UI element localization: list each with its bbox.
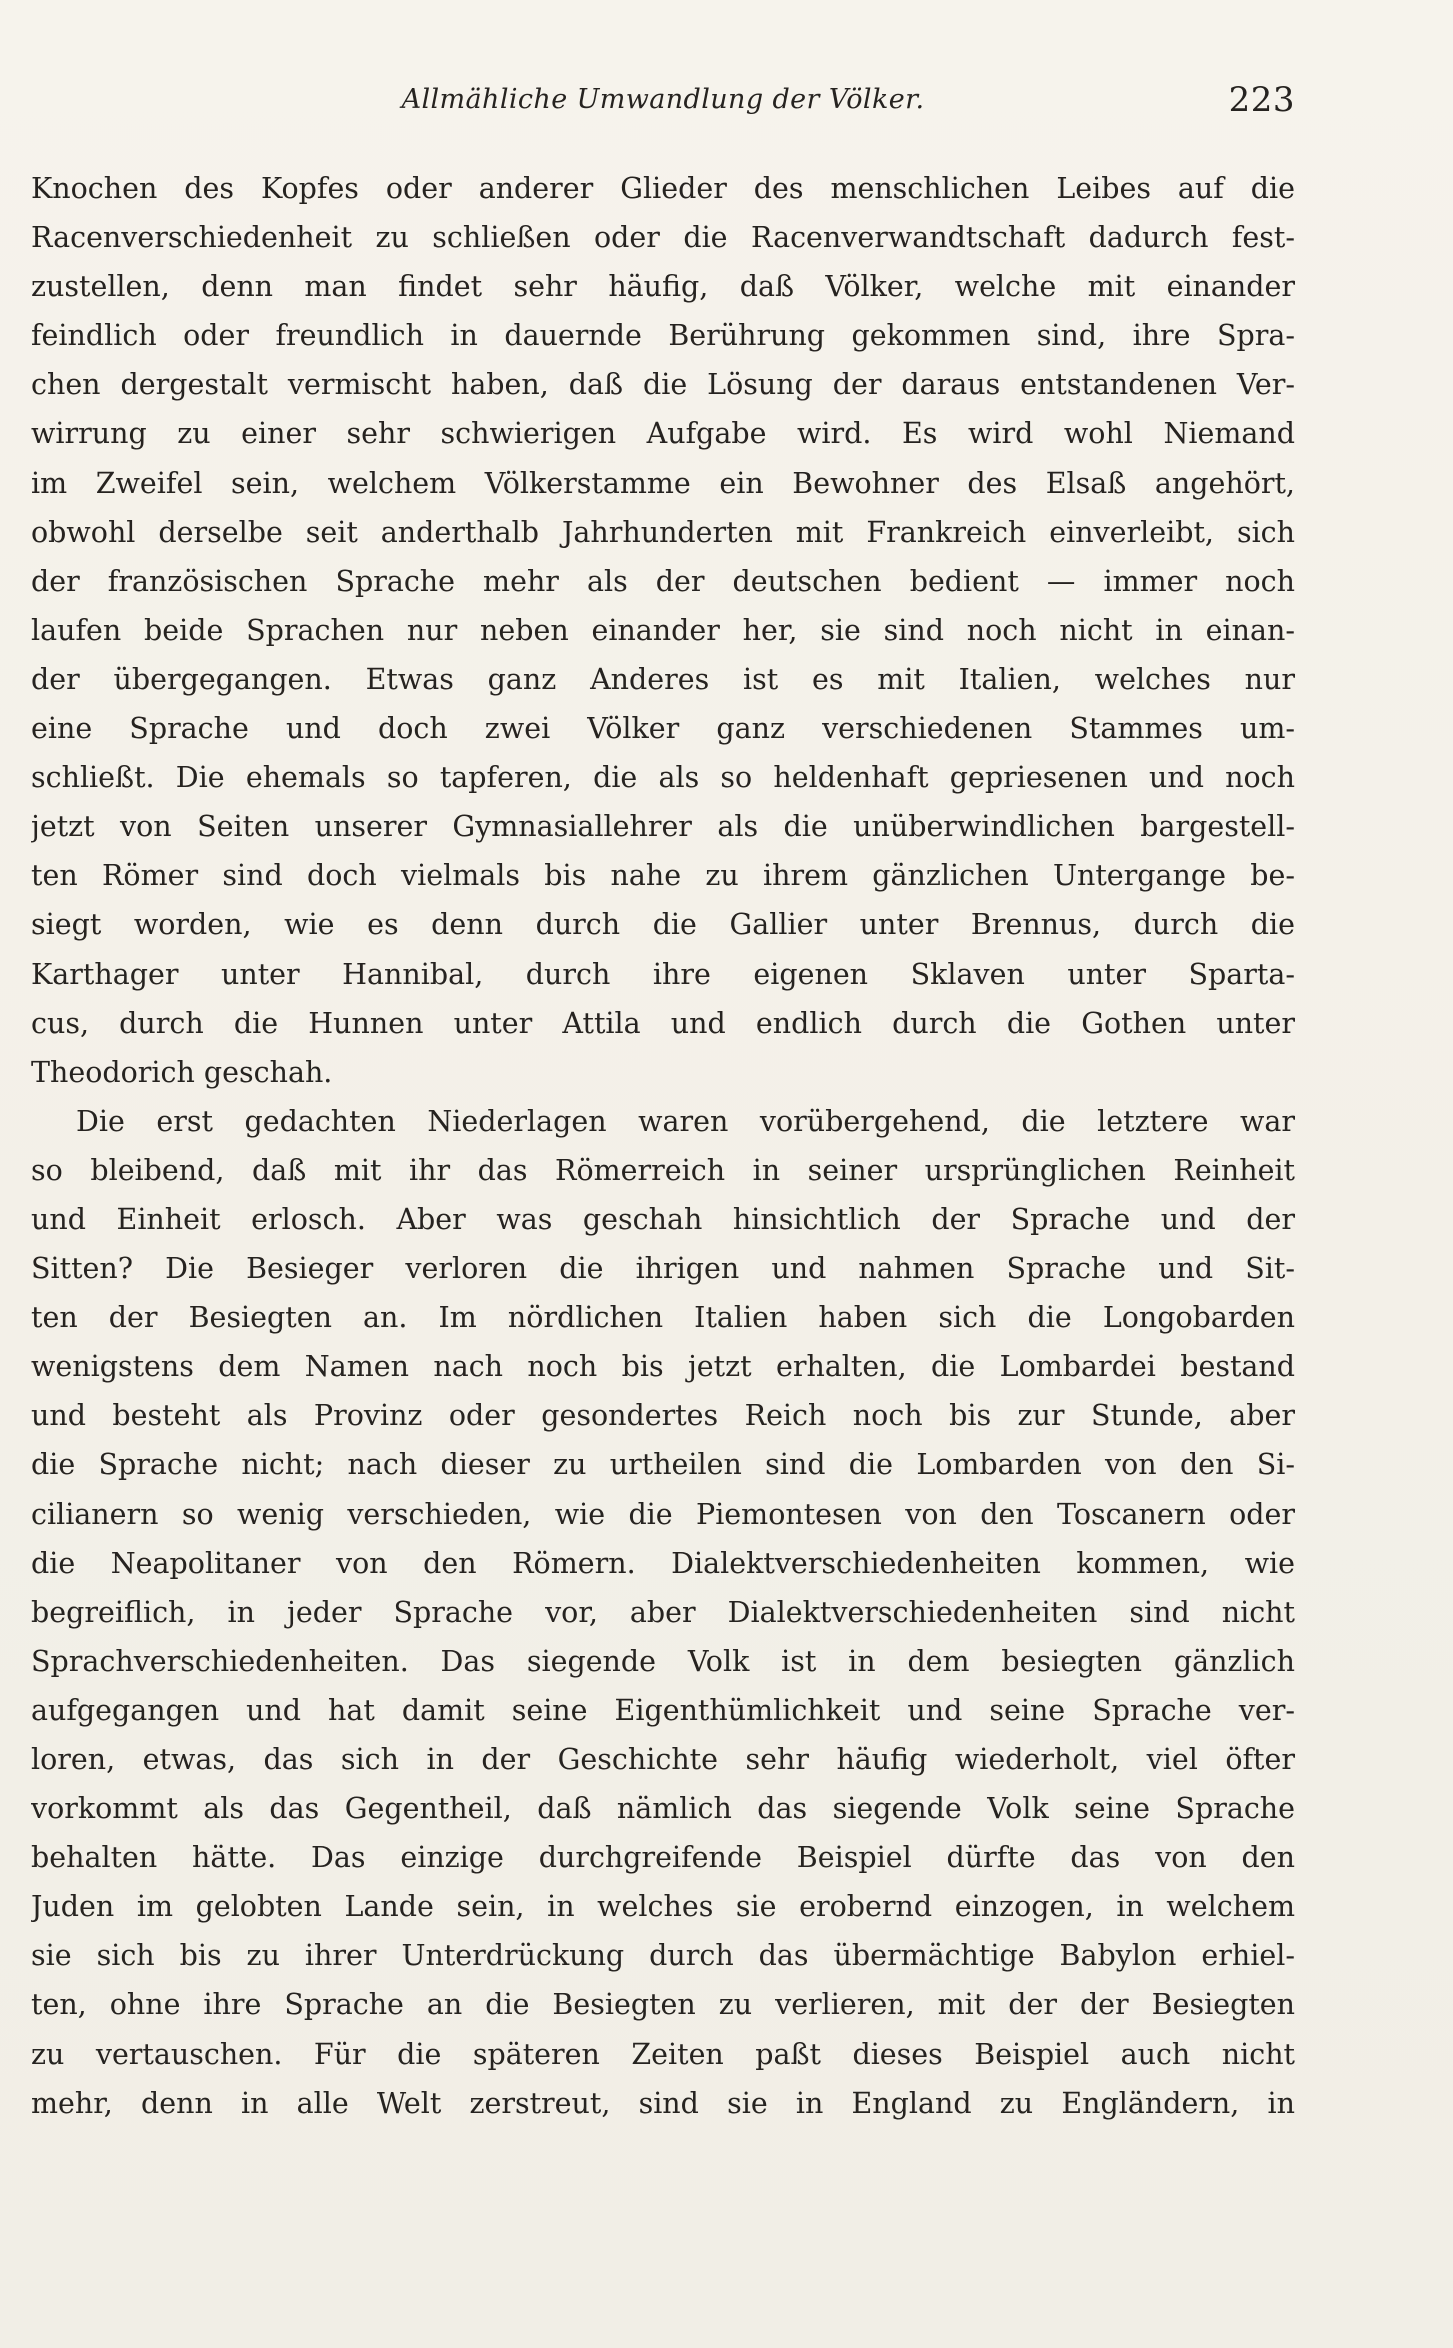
text-line: vorkommt als das Gegentheil, daß nämlich das siegende Volk seine Sprache <box>31 1792 1295 1826</box>
text-line: Sitten? Die Besieger verloren die ihrigen und nahmen Sprache und Sit- <box>31 1252 1295 1286</box>
text-line: und besteht als Provinz oder gesondertes Reich noch bis zur Stunde, aber <box>31 1399 1295 1433</box>
running-head <box>31 80 1295 134</box>
text-line: so bleibend, daß mit ihr das Römerreich in seiner ursprünglichen Reinheit <box>31 1153 1295 1187</box>
text-line: begreiflich, in jeder Sprache vor, aber Dialektverschiedenheiten sind nicht <box>31 1595 1295 1629</box>
text-line: Die erst gedachten Niederlagen waren vorübergehend, die letztere war <box>76 1104 1295 1138</box>
text-line: ten, ohne ihre Sprache an die Besiegten zu verlieren, mit der der Besiegten <box>31 1988 1295 2022</box>
text-line: der französischen Sprache mehr als der deutschen bedient — immer noch <box>31 564 1295 598</box>
running-title: Allmähliche Umwandlung der Völker. <box>401 84 925 115</box>
text-line: wenigstens dem Namen nach noch bis jetzt erhalten, die Lombardei bestand <box>31 1350 1295 1384</box>
text-line: wirrung zu einer sehr schwierigen Aufgabe wird. Es wird wohl Niemand <box>31 417 1295 451</box>
text-line: loren, etwas, das sich in der Geschichte sehr häufig wiederholt, viel öfter <box>31 1743 1295 1776</box>
text-line: ten der Besiegten an. Im nördlichen Italien haben sich die Longobarden <box>31 1301 1295 1335</box>
text-line: cus, durch die Hunnen unter Attila und endlich durch die Gothen unter <box>31 1006 1295 1040</box>
text-line: Juden im gelobten Lande sein, in welches sie erobernd einzogen, in welchem <box>31 1890 1295 1924</box>
text-line: die Neapolitaner von den Römern. Dialektverschiedenheiten kommen, wie <box>31 1546 1295 1580</box>
text-line: die Sprache nicht; nach dieser zu urtheilen sind die Lombarden von den Si- <box>31 1448 1295 1482</box>
text-line: laufen beide Sprachen nur neben einander her, sie sind noch nicht in einan- <box>31 613 1295 647</box>
text-line: eine Sprache und doch zwei Völker ganz verschiedenen Stammes um- <box>31 712 1295 746</box>
text-line: sie sich bis zu ihrer Unterdrückung durch das übermächtige Babylon erhiel- <box>31 1939 1295 1973</box>
text-line: Racenverschiedenheit zu schließen oder die Racenverwandtschaft dadurch fest- <box>31 221 1295 255</box>
text-line: obwohl derselbe seit anderthalb Jahrhunderten mit Frankreich einverleibt, sich <box>31 515 1295 549</box>
text-line: ten Römer sind doch vielmals bis nahe zu ihrem gänzlichen Untergange be- <box>31 859 1295 893</box>
text-line: im Zweifel sein, welchem Völkerstamme ein Bewohner des Elsaß angehört, <box>31 466 1295 500</box>
text-line: schließt. Die ehemals so tapferen, die als so heldenhaft gepriesenen und noch <box>31 761 1295 795</box>
text-line: cilianern so wenig verschieden, wie die Piemontesen von den Toscanern oder <box>31 1497 1295 1531</box>
text-line: Sprachverschiedenheiten. Das siegende Volk ist in dem besiegten gänzlich <box>31 1644 1295 1678</box>
text-line: siegt worden, wie es denn durch die Gallier unter Brennus, durch die <box>31 908 1295 942</box>
body-text <box>31 164 1295 2128</box>
text-line: Knochen des Kopfes oder anderer Glieder des menschlichen Leibes auf die <box>31 172 1295 205</box>
text-line: aufgegangen und hat damit seine Eigenthümlichkeit und seine Sprache ver- <box>31 1693 1295 1727</box>
text-line: Theodorich geschah. <box>31 1055 333 1089</box>
text-line: der übergegangen. Etwas ganz Anderes ist es mit Italien, welches nur <box>31 662 1295 696</box>
text-line: und Einheit erlosch. Aber was geschah hinsichtlich der Sprache und der <box>31 1202 1295 1236</box>
text-line: zustellen, denn man findet sehr häufig, daß Völker, welche mit einander <box>31 270 1295 304</box>
text-line: behalten hätte. Das einzige durchgreifende Beispiel dürfte das von den <box>31 1841 1295 1875</box>
text-line: zu vertauschen. Für die späteren Zeiten paßt dieses Beispiel auch nicht <box>31 2037 1295 2071</box>
page-number: 223 <box>1228 80 1295 120</box>
text-line: Karthager unter Hannibal, durch ihre eigenen Sklaven unter Sparta- <box>31 957 1295 991</box>
text-line: mehr, denn in alle Welt zerstreut, sind sie in England zu Engländern, in <box>31 2086 1295 2120</box>
text-line: feindlich oder freundlich in dauernde Berührung gekommen sind, ihre Spra- <box>31 319 1295 353</box>
text-line: jetzt von Seiten unserer Gymnasiallehrer als die unüberwindlichen bargestell- <box>31 810 1295 844</box>
text-line: chen dergestalt vermischt haben, daß die Lösung der daraus entstandenen Ver- <box>31 368 1295 402</box>
